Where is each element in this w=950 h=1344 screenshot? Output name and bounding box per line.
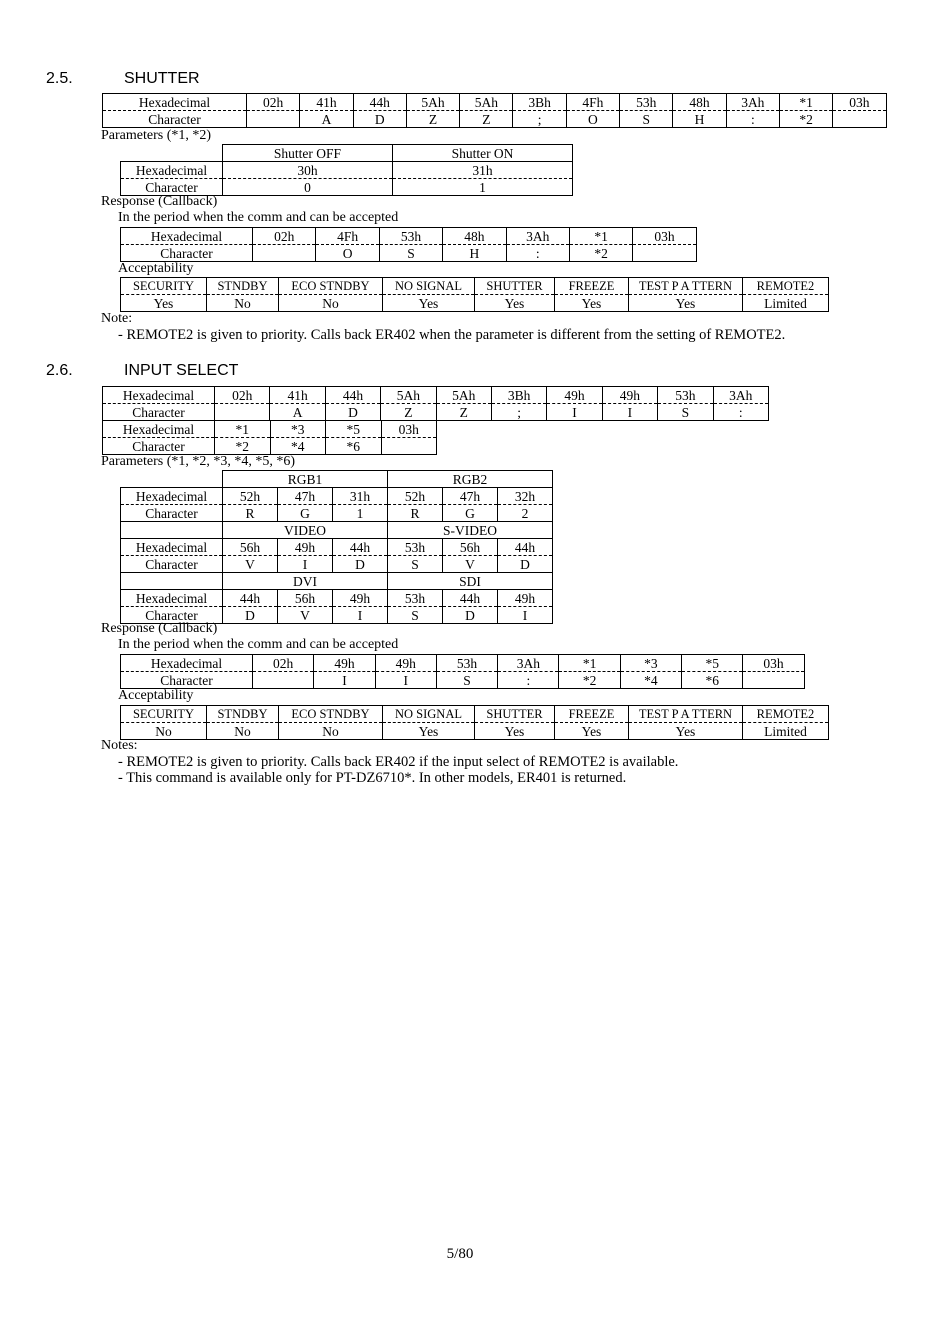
row-label: Character (103, 438, 215, 455)
group-name-row (121, 471, 553, 488)
section-title-input-select: INPUT SELECT (124, 362, 239, 379)
char-cell: O (316, 245, 379, 262)
group-name: S-VIDEO (388, 522, 553, 539)
hex-cell: 5Ah (406, 94, 459, 111)
char-cell: Z (436, 404, 491, 421)
group-name: VIDEO (223, 522, 388, 539)
hex-cell: *3 (620, 655, 681, 672)
char-cell: *2 (569, 245, 632, 262)
char-cell: : (506, 245, 569, 262)
input-select-acceptability-table (120, 705, 829, 740)
char-cell: *4 (620, 672, 681, 689)
status-value: Yes (475, 295, 555, 312)
status-value: No (279, 295, 383, 312)
hex-cell: 3Ah (713, 387, 768, 404)
status-value: Yes (121, 295, 207, 312)
char-cell (247, 111, 300, 128)
char-cell: D (498, 556, 553, 573)
hex-cell: *1 (215, 421, 271, 438)
hex-cell: 02h (247, 94, 300, 111)
hex-row (121, 539, 553, 556)
char-cell: Z (460, 111, 513, 128)
acceptability-label: Acceptability (118, 261, 194, 276)
char-cell: *6 (682, 672, 743, 689)
char-cell: V (278, 607, 333, 624)
hex-cell: 53h (658, 387, 713, 404)
group-name: RGB1 (223, 471, 388, 488)
hex-cell: 47h (278, 488, 333, 505)
param-name-row (121, 145, 573, 162)
char-cell: D (353, 111, 406, 128)
hex-cell: *5 (326, 421, 382, 438)
char-cell (215, 404, 270, 421)
row-label: Hexadecimal (121, 488, 223, 505)
hex-cell: 41h (270, 387, 325, 404)
row-label: Character (121, 607, 223, 624)
status-head: ECO STNDBY (279, 278, 383, 295)
hex-cell: 53h (620, 94, 673, 111)
response-label: Response (Callback) (101, 621, 218, 636)
char-cell: I (278, 556, 333, 573)
hex-cell: 44h (353, 94, 406, 111)
char-cell: D (443, 607, 498, 624)
hex-row (103, 387, 769, 404)
hex-cell: 4Fh (316, 228, 379, 245)
char-cell: D (333, 556, 388, 573)
status-head: REMOTE2 (743, 278, 829, 295)
note-text: - This command is available only for PT-DZ6710*. In other models, ER401 is returned. (118, 770, 627, 786)
char-cell: D (325, 404, 380, 421)
char-cell: S (436, 672, 497, 689)
hex-cell: 4Fh (566, 94, 619, 111)
status-value: Yes (475, 723, 555, 740)
hex-cell: 49h (602, 387, 657, 404)
status-head-row (121, 278, 829, 295)
row-label: Character (121, 505, 223, 522)
shutter-parameter-table (120, 144, 573, 196)
status-head-row (121, 706, 829, 723)
hex-cell: 3Ah (726, 94, 779, 111)
status-value: Yes (383, 295, 475, 312)
hex-cell: 41h (300, 94, 353, 111)
status-head: SECURITY (121, 278, 207, 295)
hex-row (121, 655, 805, 672)
char-cell: : (498, 672, 559, 689)
hex-cell: 30h (223, 162, 393, 179)
char-cell: I (314, 672, 375, 689)
row-label: Character (121, 556, 223, 573)
input-select-response-table (120, 654, 805, 689)
char-cell: 1 (333, 505, 388, 522)
status-head: ECO STNDBY (279, 706, 383, 723)
char-cell (743, 672, 804, 689)
char-cell (833, 111, 886, 128)
char-cell: *2 (779, 111, 832, 128)
hex-cell: 49h (314, 655, 375, 672)
char-cell: *4 (270, 438, 326, 455)
row-label: Character (103, 404, 215, 421)
char-cell: *2 (559, 672, 620, 689)
char-cell (253, 672, 314, 689)
period-label: In the period when the comm and can be accepted (118, 210, 399, 225)
char-cell: S (388, 607, 443, 624)
char-cell (381, 438, 437, 455)
char-cell: G (443, 505, 498, 522)
char-cell: S (388, 556, 443, 573)
char-cell: R (223, 505, 278, 522)
hex-cell: 44h (443, 590, 498, 607)
hex-cell: 48h (443, 228, 506, 245)
hex-cell: 02h (253, 655, 314, 672)
row-label: Hexadecimal (121, 655, 253, 672)
char-cell: H (443, 245, 506, 262)
hex-cell: 56h (443, 539, 498, 556)
char-cell: V (223, 556, 278, 573)
char-cell: I (602, 404, 657, 421)
char-row (121, 505, 553, 522)
char-cell: S (379, 245, 442, 262)
char-cell: Z (381, 404, 436, 421)
status-head: STNDBY (207, 278, 279, 295)
empty-cell (121, 522, 223, 539)
acceptability-label: Acceptability (118, 688, 194, 703)
status-value: No (121, 723, 207, 740)
period-label: In the period when the comm and can be accepted (118, 637, 399, 652)
char-cell: Z (406, 111, 459, 128)
char-cell: I (375, 672, 436, 689)
hex-cell: 3Ah (498, 655, 559, 672)
char-cell (633, 245, 696, 262)
input-select-command-table-1 (102, 386, 769, 421)
hex-cell: 44h (498, 539, 553, 556)
char-cell: A (300, 111, 353, 128)
row-label: Character (103, 111, 247, 128)
row-label: Character (121, 245, 253, 262)
row-label: Hexadecimal (103, 421, 215, 438)
status-value: No (279, 723, 383, 740)
row-label: Hexadecimal (121, 539, 223, 556)
hex-cell: 53h (388, 539, 443, 556)
row-label: Hexadecimal (103, 387, 215, 404)
hex-cell: 44h (333, 539, 388, 556)
char-cell: H (673, 111, 726, 128)
input-select-parameter-table (120, 470, 553, 624)
group-name-row (121, 522, 553, 539)
hex-cell: *5 (682, 655, 743, 672)
hex-cell: 49h (278, 539, 333, 556)
parameters-label: Parameters (*1, *2) (101, 128, 212, 143)
row-label: Hexadecimal (121, 162, 223, 179)
hex-cell: 52h (388, 488, 443, 505)
char-cell: : (713, 404, 768, 421)
char-cell: O (566, 111, 619, 128)
parameters-label: Parameters (*1, *2, *3, *4, *5, *6) (101, 454, 296, 469)
char-cell: 1 (393, 179, 573, 196)
note-label: Note: (101, 311, 133, 326)
hex-cell: *3 (270, 421, 326, 438)
char-cell: V (443, 556, 498, 573)
char-row (103, 438, 437, 455)
hex-row (103, 421, 437, 438)
hex-row (103, 94, 887, 111)
hex-cell: *1 (569, 228, 632, 245)
char-cell: : (726, 111, 779, 128)
hex-cell: 03h (633, 228, 696, 245)
row-label: Character (121, 179, 223, 196)
input-select-command-table-2 (102, 420, 437, 455)
hex-cell: 56h (223, 539, 278, 556)
hex-cell: 49h (498, 590, 553, 607)
status-head: NO SIGNAL (383, 278, 475, 295)
hex-row (121, 488, 553, 505)
status-value: No (207, 295, 279, 312)
status-value-row (121, 723, 829, 740)
hex-cell: 31h (333, 488, 388, 505)
hex-cell: 32h (498, 488, 553, 505)
hex-row (121, 590, 553, 607)
group-name: RGB2 (388, 471, 553, 488)
status-head: SHUTTER (475, 706, 555, 723)
status-head: STNDBY (207, 706, 279, 723)
hex-cell: *1 (779, 94, 832, 111)
status-value: Limited (743, 295, 829, 312)
hex-cell: 47h (443, 488, 498, 505)
group-name: DVI (223, 573, 388, 590)
char-cell: I (498, 607, 553, 624)
status-head: FREEZE (555, 278, 629, 295)
status-value-row (121, 295, 829, 312)
note-text: - REMOTE2 is given to priority. Calls back ER402 if the input select of REMOTE2 is available. (118, 754, 679, 770)
char-cell: 0 (223, 179, 393, 196)
shutter-response-table (120, 227, 697, 262)
char-row (121, 672, 805, 689)
note-text: - REMOTE2 is given to priority. Calls back ER402 when the parameter is different from the setting of REMOTE2. (118, 327, 786, 343)
status-value: Yes (629, 723, 743, 740)
status-value: Limited (743, 723, 829, 740)
hex-cell: 03h (381, 421, 437, 438)
char-cell: D (223, 607, 278, 624)
hex-cell: 49h (333, 590, 388, 607)
status-head: SECURITY (121, 706, 207, 723)
char-cell: G (278, 505, 333, 522)
status-head: FREEZE (555, 706, 629, 723)
hex-cell: 5Ah (460, 94, 513, 111)
shutter-command-table (102, 93, 887, 128)
hex-cell: 44h (223, 590, 278, 607)
hex-cell: 31h (393, 162, 573, 179)
hex-cell: 03h (743, 655, 804, 672)
status-value: Yes (555, 723, 629, 740)
hex-cell: 53h (379, 228, 442, 245)
status-head: REMOTE2 (743, 706, 829, 723)
status-head: SHUTTER (475, 278, 555, 295)
hex-row (121, 228, 697, 245)
page-number: 5/80 (446, 1246, 474, 1262)
row-label: Hexadecimal (121, 228, 253, 245)
hex-cell: 3Bh (491, 387, 546, 404)
status-value: Yes (555, 295, 629, 312)
hex-cell: 53h (388, 590, 443, 607)
hex-cell: 44h (325, 387, 380, 404)
status-value: No (207, 723, 279, 740)
hex-row (121, 162, 573, 179)
char-row (103, 111, 887, 128)
section-number-2-5: 2.5. (46, 70, 73, 87)
status-head: TEST P A TTERN (629, 706, 743, 723)
hex-cell: 3Ah (506, 228, 569, 245)
status-value: Yes (383, 723, 475, 740)
group-name: SDI (388, 573, 553, 590)
empty-cell (121, 573, 223, 590)
shutter-acceptability-table (120, 277, 829, 312)
char-cell: S (658, 404, 713, 421)
hex-cell: 02h (215, 387, 270, 404)
hex-cell: 52h (223, 488, 278, 505)
hex-cell: *1 (559, 655, 620, 672)
param-name: Shutter OFF (223, 145, 393, 162)
section-title-shutter: SHUTTER (124, 70, 200, 87)
char-cell: I (547, 404, 602, 421)
char-cell: *2 (215, 438, 271, 455)
char-cell: 2 (498, 505, 553, 522)
char-cell: ; (513, 111, 566, 128)
hex-cell: 02h (253, 228, 316, 245)
char-cell: *6 (326, 438, 382, 455)
hex-cell: 53h (436, 655, 497, 672)
row-label: Hexadecimal (121, 590, 223, 607)
char-row (121, 179, 573, 196)
char-cell: ; (491, 404, 546, 421)
hex-cell: 49h (375, 655, 436, 672)
group-name-row (121, 573, 553, 590)
char-row (121, 245, 697, 262)
char-cell: R (388, 505, 443, 522)
char-cell: A (270, 404, 325, 421)
hex-cell: 5Ah (436, 387, 491, 404)
status-head: NO SIGNAL (383, 706, 475, 723)
notes-label: Notes: (101, 738, 138, 753)
char-cell: I (333, 607, 388, 624)
empty-cell (121, 145, 223, 162)
char-row (121, 556, 553, 573)
empty-cell (121, 471, 223, 488)
hex-cell: 5Ah (381, 387, 436, 404)
row-label: Hexadecimal (103, 94, 247, 111)
char-row (103, 404, 769, 421)
hex-cell: 3Bh (513, 94, 566, 111)
hex-cell: 48h (673, 94, 726, 111)
hex-cell: 03h (833, 94, 886, 111)
section-number-2-6: 2.6. (46, 362, 73, 379)
char-cell (253, 245, 316, 262)
hex-cell: 49h (547, 387, 602, 404)
char-cell: S (620, 111, 673, 128)
hex-cell: 56h (278, 590, 333, 607)
param-name: Shutter ON (393, 145, 573, 162)
row-label: Character (121, 672, 253, 689)
response-label: Response (Callback) (101, 194, 218, 209)
status-value: Yes (629, 295, 743, 312)
status-head: TEST P A TTERN (629, 278, 743, 295)
